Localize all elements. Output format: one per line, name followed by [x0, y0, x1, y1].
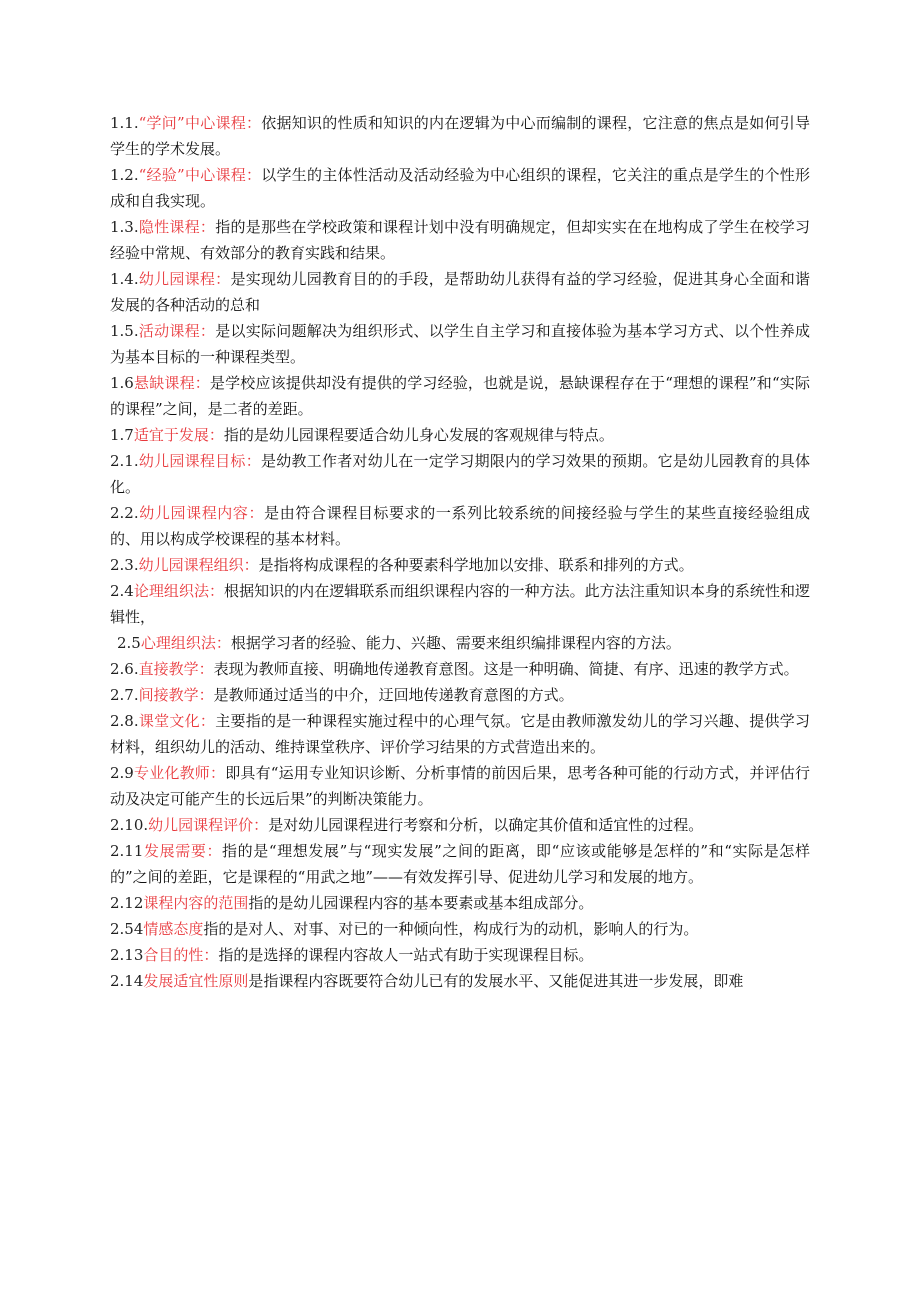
entry-term: 悬缺课程：: [133, 374, 210, 392]
entry-number: 1.6: [110, 374, 134, 392]
definition-entry: [110, 656, 810, 682]
entry-term: 幼儿园课程目标：: [138, 452, 261, 470]
entry-definition: 是对幼儿园课程进行考察和分析，以确定其价值和适宜性的过程。: [268, 816, 704, 834]
entry-term: 隐性课程：: [138, 218, 216, 236]
entry-term: 课堂文化：: [138, 712, 216, 730]
entry-term: 间接教学：: [138, 686, 214, 704]
entry-term: “经验”中心课程：: [138, 166, 262, 184]
entry-number: 2.2.: [110, 504, 139, 522]
entry-definition: 指的是幼儿园课程要适合幼儿身心发展的客观规律与特点。: [223, 426, 614, 444]
document-body: [110, 110, 810, 994]
entry-number: 2.5: [117, 634, 141, 652]
entry-number: 2.11: [110, 842, 144, 860]
entry-definition: 是以实际问题解决为组织形式、以学生自主学习和直接体验为基本学习方式、以个性养成为基本目标的一种课程类型。: [110, 322, 810, 366]
entry-definition: 是指课程内容既要符合幼儿已有的发展水平、又能促进其进一步发展，即难: [248, 972, 744, 990]
definition-entry: [110, 370, 810, 422]
entry-number: 2.8.: [110, 712, 139, 730]
definition-entry: [110, 630, 810, 656]
entry-number: 2.6.: [110, 660, 139, 678]
definition-entry: [110, 838, 810, 890]
entry-term: 幼儿园课程内容：: [138, 504, 265, 522]
entry-term: 直接教学：: [138, 660, 214, 678]
entry-number: 2.14: [110, 972, 144, 990]
entry-number: 2.12: [110, 894, 144, 912]
definition-entry: [110, 682, 810, 708]
entry-number: 1.4.: [110, 270, 139, 288]
entry-definition: 根据学习者的经验、能力、兴趣、需要来组织编排课程内容的方法。: [230, 634, 681, 652]
entry-definition: 是学校应该提供却没有提供的学习经验，也就是说，悬缺课程存在于“理想的课程”和“实际的课程”之间，是二者的差距。: [110, 374, 810, 418]
entry-term: 合目的性：: [143, 946, 219, 964]
entry-number: 2.13: [110, 946, 144, 964]
definition-entry: [110, 318, 810, 370]
entry-definition: 根据知识的内在逻辑联系而组织课程内容的一种方法。此方法注重知识本身的系统性和逻辑性，: [110, 582, 810, 626]
entry-number: 1.7: [110, 426, 134, 444]
definition-entry: [110, 162, 810, 214]
entry-definition: 指的是选择的课程内容故人一站式有助于实现课程目标。: [218, 946, 594, 964]
entry-definition: 指的是那些在学校政策和课程计划中没有明确规定，但却实实在在地构成了学生在校学习经验中常规、有效部分的教育实践和结果。: [110, 218, 810, 262]
entry-term: 适宜于发展：: [133, 426, 224, 444]
entry-definition: 是指将构成课程的各种要素科学地加以安排、联系和排列的方式。: [258, 556, 694, 574]
definition-entry: [110, 448, 810, 500]
entry-term: “学问”中心课程：: [138, 114, 262, 132]
entry-number: 2.4: [110, 582, 134, 600]
entry-definition: 指的是对人、对事、对已的一种倾向性，构成行为的动机，影响人的行为。: [203, 920, 699, 938]
definition-entry: [110, 968, 810, 994]
entry-definition: 依据知识的性质和知识的内在逻辑为中心而编制的课程，它注意的焦点是如何引导学生的学术发展。: [110, 114, 810, 158]
entry-number: 1.1.: [110, 114, 139, 132]
entry-term: 专业化教师：: [133, 764, 226, 782]
entry-definition: 是实现幼儿园教育目的的手段，是帮助幼儿获得有益的学习经验，促进其身心全面和谐发展的各种活动的总和: [110, 270, 810, 314]
entry-definition: 表现为教师直接、明确地传递教育意图。这是一种明确、简捷、有序、迅速的教学方式。: [213, 660, 799, 678]
entry-definition: 指的是幼儿园课程内容的基本要素或基本组成部分。: [248, 894, 594, 912]
definition-entry: [110, 266, 810, 318]
entry-term: 幼儿园课程评价：: [148, 816, 269, 834]
entry-number: 1.2.: [110, 166, 139, 184]
definition-entry: [110, 214, 810, 266]
entry-definition: 是教师通过适当的中介，迂回地传递教育意图的方式。: [213, 686, 574, 704]
entry-number: 2.9: [110, 764, 134, 782]
entry-number: 2.10.: [110, 816, 149, 834]
entry-number: 2.54: [110, 920, 144, 938]
definition-entry: [110, 552, 810, 578]
entry-number: 1.5.: [110, 322, 139, 340]
definition-entry: [110, 890, 810, 916]
entry-number: 2.3.: [110, 556, 139, 574]
entry-number: 2.1.: [110, 452, 139, 470]
entry-definition: 主要指的是一种课程实施过程中的心理气氛。它是由教师激发幼儿的学习兴趣、提供学习材料，组织幼儿的活动、维持课堂秩序、评价学习结果的方式营造出来的。: [110, 712, 810, 756]
definition-entry: [110, 422, 810, 448]
definition-entry: [110, 812, 810, 838]
entry-term: 幼儿园课程组织：: [138, 556, 259, 574]
entry-definition: 是由符合课程目标要求的一系列比较系统的间接经验与学生的某些直接经验组成的、用以构成学校课程的基本材料。: [110, 504, 810, 548]
entry-term: 幼儿园课程：: [138, 270, 231, 288]
definition-entry: [110, 708, 810, 760]
definition-entry: [110, 760, 810, 812]
entry-term: 发展适宜性原则: [143, 972, 249, 990]
entry-number: 2.7.: [110, 686, 139, 704]
definition-entry: [110, 500, 810, 552]
definition-entry: [110, 942, 810, 968]
entry-definition: 即具有“运用专业知识诊断、分析事情的前因后果，思考各种可能的行动方式，并评估行动及决定可能产生的长远后果”的判断决策能力。: [110, 764, 810, 808]
entry-number: 1.3.: [110, 218, 139, 236]
entry-term: 课程内容的范围: [143, 894, 249, 912]
definition-entry: [110, 916, 810, 942]
entry-definition: 是幼教工作者对幼儿在一定学习期限内的学习效果的预期。它是幼儿园教育的具体化。: [110, 452, 810, 496]
entry-definition: 以学生的主体性活动及活动经验为中心组织的课程，它关注的重点是学生的个性形成和自我实现。: [110, 166, 810, 210]
definition-entry: [110, 110, 810, 162]
entry-definition: 指的是“理想发展”与“现实发展”之间的距离，即“应该或能够是怎样的”和“实际是怎样的”之间的差距，它是课程的“用武之地”——有效发挥引导、促进幼儿学习和发展的地方。: [110, 842, 810, 886]
entry-term: 心理组织法：: [140, 634, 231, 652]
entry-term: 情感态度: [143, 920, 204, 938]
entry-term: 活动课程：: [138, 322, 216, 340]
entry-term: 论理组织法：: [133, 582, 225, 600]
entry-term: 发展需要：: [143, 842, 223, 860]
definition-entry: [110, 578, 810, 630]
